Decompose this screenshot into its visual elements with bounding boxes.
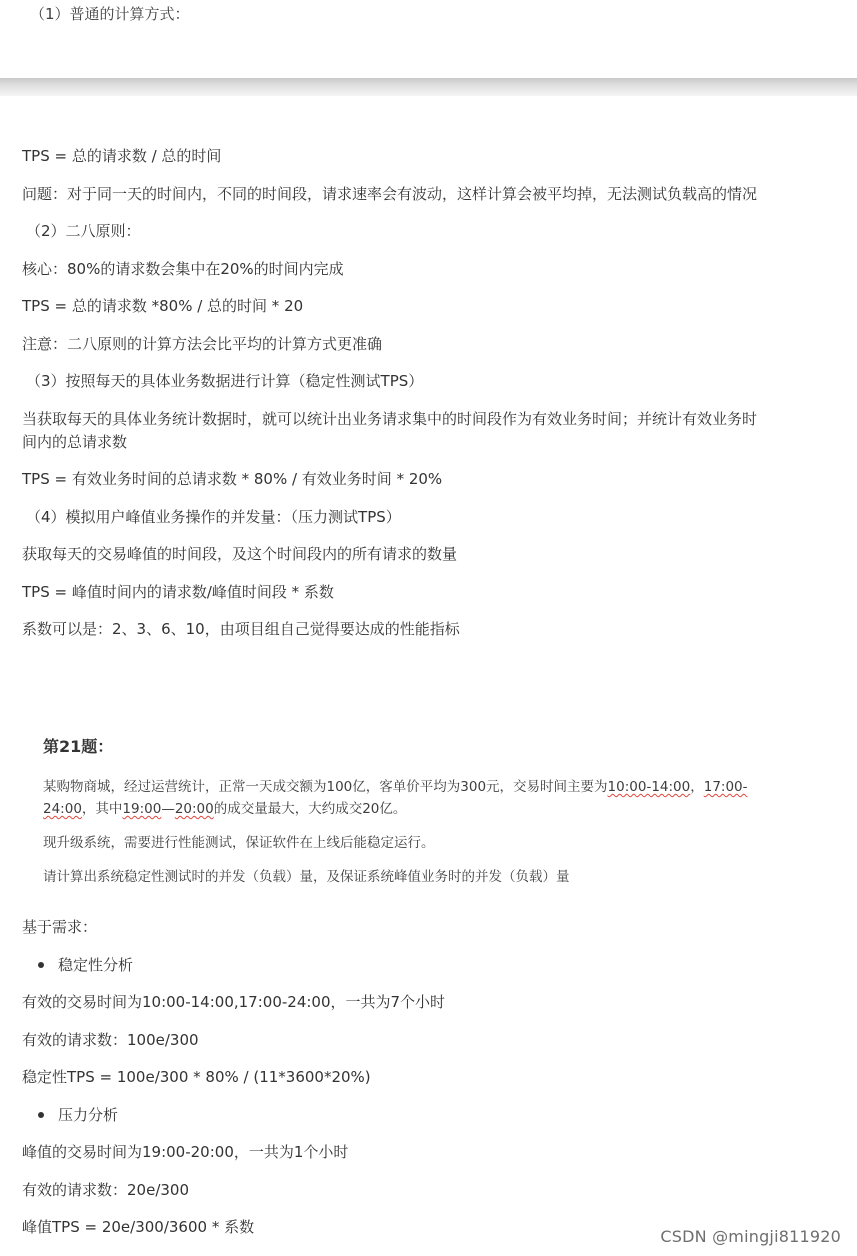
coefficient-note: 系数可以是：2、3、6、10，由项目组自己觉得要达成的性能指标 — [22, 620, 460, 638]
top-note: （1）普通的计算方式： — [30, 5, 190, 23]
bullet-dot-icon — [38, 962, 44, 968]
time-range-2: 17:00-24:00 — [43, 779, 748, 817]
tps-formula-pareto: TPS = 总的请求数 *80% / 总的时间 * 20 — [22, 297, 304, 315]
pressure-tps: 峰值TPS = 20e/300/3600 * 系数 — [22, 1218, 255, 1236]
pareto-core: 核心：80%的请求数会集中在20%的时间内完成 — [22, 259, 344, 278]
tps-formula-business: TPS = 有效业务时间的总请求数 * 80% / 有效业务时间 * 20% — [22, 470, 443, 488]
answer-intro: 基于需求： — [22, 918, 98, 936]
pressure-requests: 有效的请求数：20e/300 — [22, 1180, 190, 1199]
pareto-note: 注意：二八原则的计算方法会比平均的计算方式更准确 — [22, 334, 383, 353]
tps-methods-section — [22, 145, 762, 656]
peak-end: 20:00 — [174, 801, 214, 817]
question-21 — [43, 735, 763, 900]
answer-section — [22, 916, 762, 1254]
pressure-time: 峰值的交易时间为19:00-20:00，一共为1个小时 — [22, 1143, 349, 1161]
stability-requests: 有效的请求数：100e/300 — [22, 1030, 199, 1049]
bullet-stability — [22, 954, 762, 977]
time-range-1: 10:00-14:00 — [607, 779, 691, 795]
bullet-stability-label: 稳定性分析 — [58, 955, 134, 974]
question-upgrade: 现升级系统，需要进行性能测试，保证软件在上线后能稳定运行。 — [43, 835, 435, 851]
heading-business-data: （3）按照每天的具体业务数据进行计算（稳定性测试TPS） — [26, 372, 424, 390]
tps-formula-peak: TPS = 峰值时间内的请求数/峰值时间段 * 系数 — [22, 582, 334, 601]
bullet-pressure-label: 压力分析 — [58, 1105, 119, 1124]
stability-tps: 稳定性TPS = 100e/300 * 80% / (11*3600*20%) — [22, 1068, 371, 1086]
csdn-watermark: CSDN @mingji811920 — [660, 1227, 841, 1246]
tps-formula-average: TPS = 总的请求数 / 总的时间 — [22, 147, 222, 165]
heading-pareto: （2）二八原则： — [26, 222, 141, 240]
peak-start: 19:00 — [122, 801, 162, 817]
question-task: 请计算出系统稳定性测试时的并发（负载）量，及保证系统峰值业务时的并发（负载）量 — [43, 869, 570, 885]
question-scenario: 某购物商城，经过运营统计，正常一天成交额为100亿，客单价平均为300元，交易时间主要为10:00-14:00，17:00-24:00，其中19:00—20:00的成交量最大，大约成交20亿。 — [43, 779, 748, 817]
business-data-description: 当获取每天的具体业务统计数据时，就可以统计出业务请求集中的时间段作为有效业务时间；并统计有效业务时间内的总请求数 — [22, 409, 758, 451]
bullet-pressure — [22, 1104, 762, 1127]
heading-peak-concurrency: （4）模拟用户峰值业务操作的并发量：（压力测试TPS） — [26, 507, 401, 526]
problem-note: 问题：对于同一天的时间内，不同的时间段，请求速率会有波动，这样计算会被平均掉，无法测试负载高的情况 — [22, 184, 758, 203]
section-divider — [0, 78, 857, 96]
question-title: 第21题： — [43, 737, 114, 756]
bullet-dot-icon — [38, 1112, 44, 1118]
peak-description: 获取每天的交易峰值的时间段，及这个时间段内的所有请求的数量 — [22, 545, 458, 563]
stability-time: 有效的交易时间为10:00-14:00,17:00-24:00，一共为7个小时 — [22, 993, 446, 1011]
